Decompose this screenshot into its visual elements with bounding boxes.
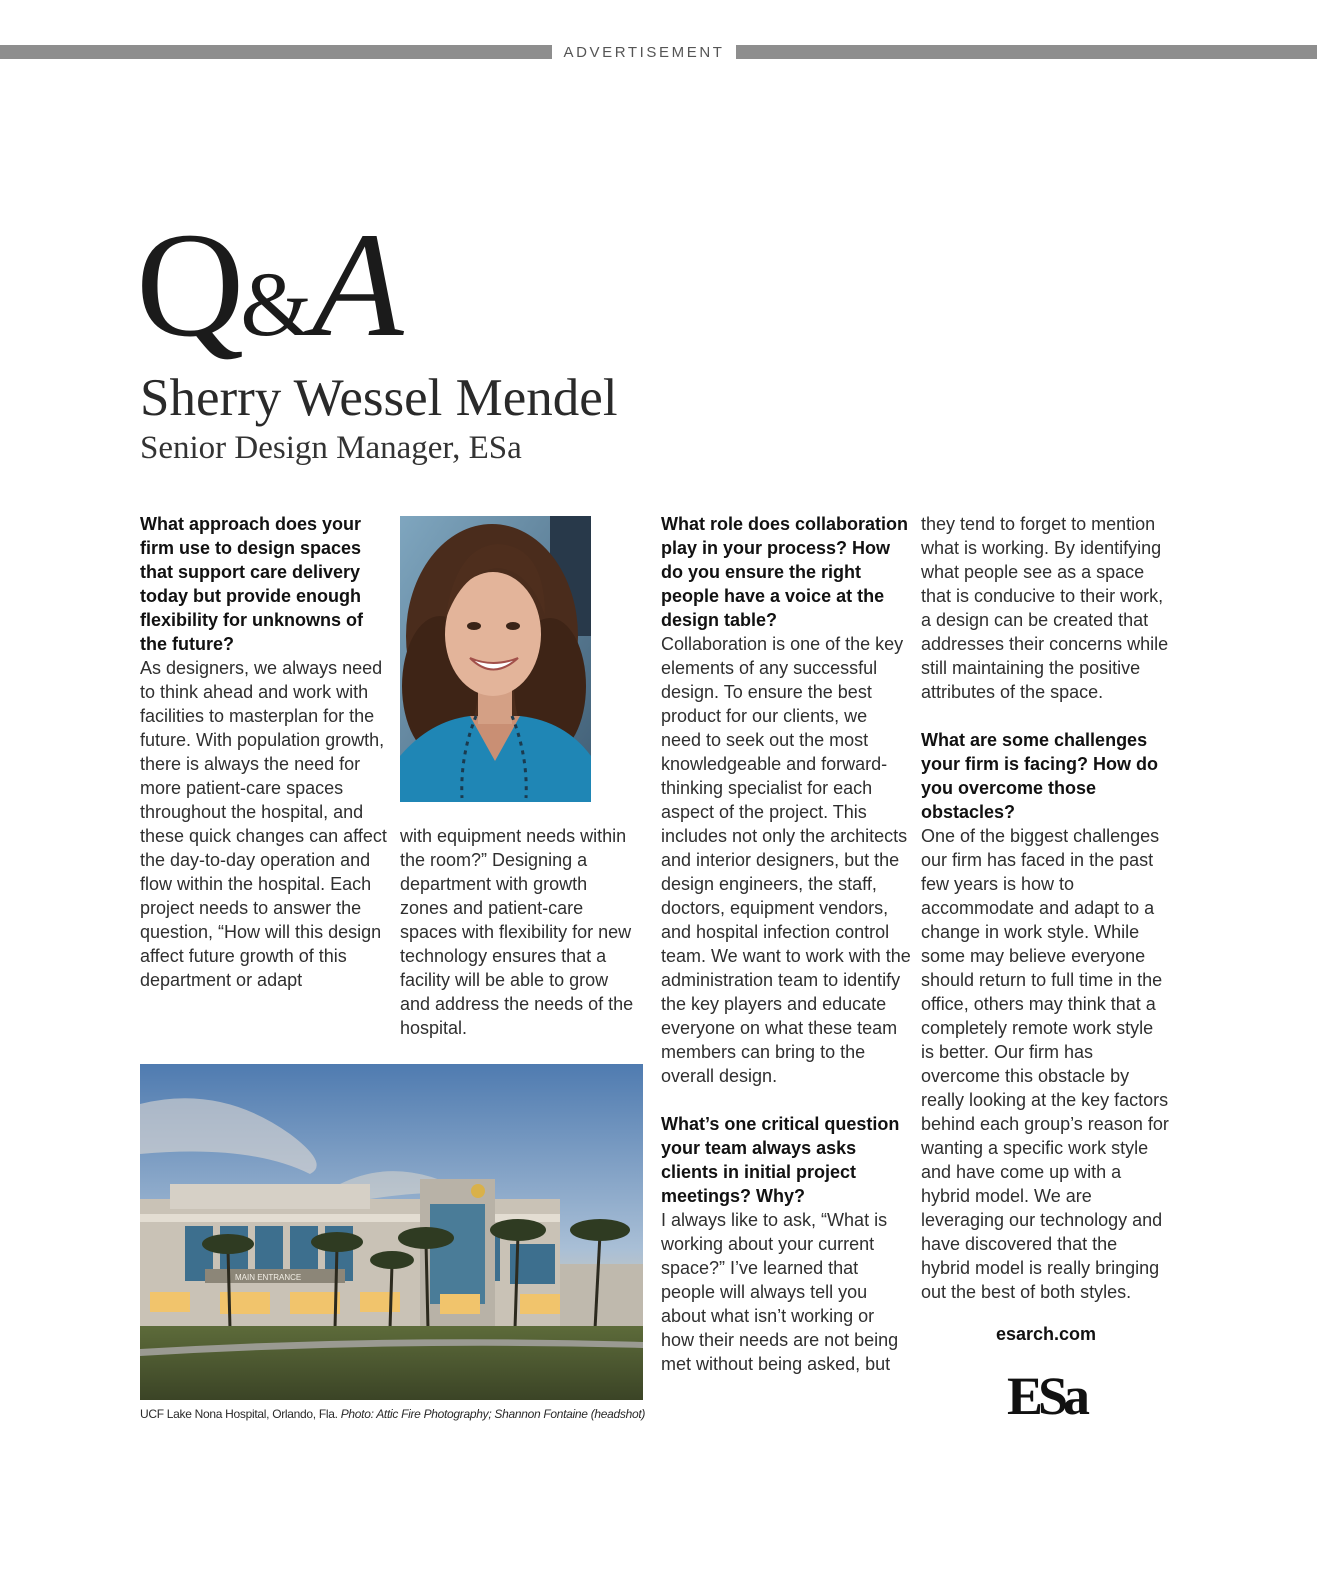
headshot-photo <box>400 516 591 802</box>
interviewee-title: Senior Design Manager, ESa <box>140 430 522 466</box>
interviewee-name: Sherry Wessel Mendel <box>140 369 618 427</box>
answer-1-part-1: As designers, we always need to think ahead and work with facilities to masterplan for the future. With population growth, there is always the need for more patient-care spaces throughout the hospital, and these quick changes can affect the day-to-day operation and flow within the hospital. Each project needs to answer the question, “How will this design affect future growth of this department or adapt <box>140 658 387 990</box>
esa-logo <box>1007 1366 1097 1420</box>
article-column-2 <box>400 824 640 1040</box>
ad-bar-left <box>0 45 552 59</box>
photo-caption <box>140 1406 646 1422</box>
qa-heading-a: A <box>311 202 400 368</box>
caption-credit: Photo: Attic Fire Photography; Shannon Fontaine (headshot) <box>340 1407 646 1421</box>
hospital-photo <box>140 1064 643 1400</box>
article-column-1 <box>140 512 390 992</box>
esa-logo-text: ESa <box>1007 1366 1086 1420</box>
qa-heading-amp: & <box>240 253 312 355</box>
advertisement-label: ADVERTISEMENT <box>563 44 725 61</box>
question-2: What role does collaboration play in your process? How do you ensure the right people have a voice at the design table? <box>661 514 909 630</box>
caption-location: UCF Lake Nona Hospital, Orlando, Fla. <box>140 1407 338 1421</box>
question-3: What’s one critical question your team always asks clients in initial project meetings? Why? <box>661 1114 900 1206</box>
answer-2: Collaboration is one of the key elements of any successful design. To ensure the best product for our clients, we need to seek out the most knowledgeable and forward-thinking specialist for each aspect of the project. This includes not only the architects and interior designers, but the design engineers, the staff, doctors, equipment vendors, and hospital infection control team. We want to work with the administration team to identify the key players and educate everyone on what these team members can bring to the overall design. <box>661 634 911 1086</box>
article-column-4 <box>921 512 1171 1304</box>
ad-bar-right <box>736 45 1317 59</box>
question-4: What are some challenges your firm is facing? How do you overcome those obstacles? <box>921 730 1159 822</box>
question-1: What approach does your firm use to design spaces that support care delivery today but provide enough flexibility for unknowns of the future? <box>140 514 364 654</box>
qa-heading-q: Q <box>136 202 241 368</box>
article-column-3 <box>661 512 911 1376</box>
website-link[interactable]: esarch.com <box>995 1324 1097 1344</box>
headshot-illustration <box>400 516 591 802</box>
answer-3-part-2: they tend to forget to mention what is working. By identifying what people see as a space that is conducive to their work, a design can be created that addresses their concerns while still maintaining the positive attributes of the space. <box>921 514 1169 702</box>
answer-3-part-1: I always like to ask, “What is working about your current space?” I’ve learned that people will always tell you about what isn’t working or how their needs are not being met without being asked, but <box>661 1210 899 1374</box>
qa-heading <box>136 200 400 389</box>
main-entrance-sign: MAIN ENTRANCE <box>235 1273 302 1282</box>
answer-4: One of the biggest challenges our firm has faced in the past few years is how to accommodate and adapt to a change in work style. While some may believe everyone should return to full time in the office, others may think that a completely remote work style is better. Our firm has overcome this obstacle by really looking at the key factors behind each group’s reason for wanting a specific work style and have come up with a hybrid model. We are leveraging our technology and have discovered that the hybrid model is really bringing out the best of both styles. <box>921 826 1169 1302</box>
answer-1-part-2: with equipment needs within the room?” Designing a department with growth zones and patient-care spaces with flexibility for new technology ensures that a facility will be able to grow and address the needs of the hospital. <box>400 826 634 1038</box>
hospital-illustration <box>140 1064 643 1400</box>
